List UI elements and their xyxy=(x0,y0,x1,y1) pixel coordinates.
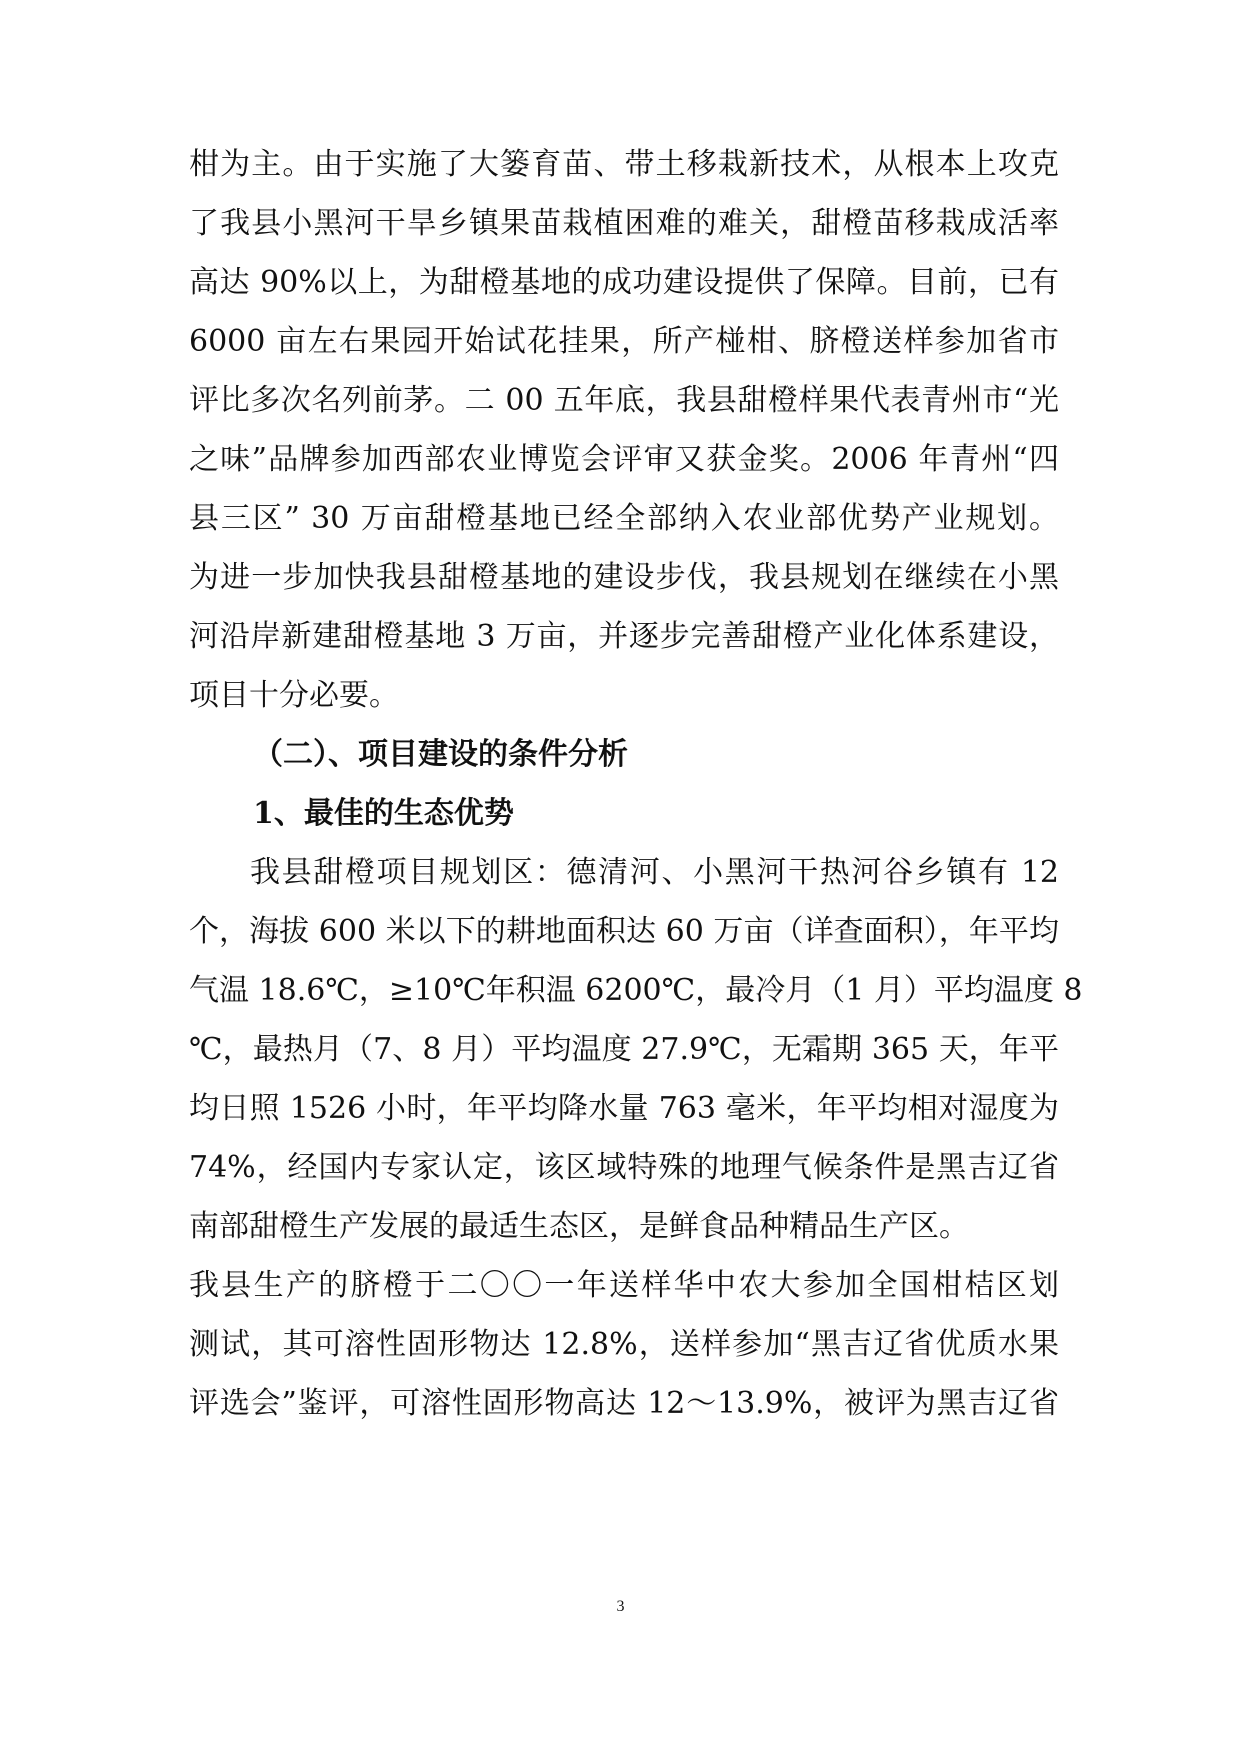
section-heading: （二）、项目建设的条件分析 xyxy=(253,737,628,772)
paragraph-line: 我县甜橙项目规划区：德清河、小黑河干热河谷乡镇有 12 xyxy=(250,855,1059,890)
paragraph-line: 个，海拔 600 米以下的耕地面积达 60 万亩（详查面积），年平均 xyxy=(189,914,1059,949)
paragraph-line: 6000 亩左右果园开始试花挂果，所产椪柑、脐橙送样参加省市 xyxy=(189,324,1059,359)
paragraph-line: 县三区” 30 万亩甜橙基地已经全部纳入农业部优势产业规划。 xyxy=(189,501,1059,536)
paragraph-line: 评选会”鉴评，可溶性固形物高达 12～13.9%，被评为黑吉辽省 xyxy=(189,1386,1059,1421)
paragraph-line: 河沿岸新建甜橙基地 3 万亩，并逐步完善甜橙产业化体系建设， xyxy=(189,619,1059,654)
paragraph-line: 测试，其可溶性固形物达 12.8%，送样参加“黑吉辽省优质水果 xyxy=(189,1327,1059,1362)
subsection-heading: 1、最佳的生态优势 xyxy=(253,796,514,831)
paragraph-line: 柑为主。由于实施了大篓育苗、带土移栽新技术，从根本上攻克 xyxy=(189,147,1059,182)
paragraph-line: 74%，经国内专家认定，该区域特殊的地理气候条件是黑吉辽省 xyxy=(189,1150,1059,1185)
paragraph-line: ℃，最热月（7、8 月）平均温度 27.9℃，无霜期 365 天，年平 xyxy=(189,1032,1059,1067)
paragraph-line: 项目十分必要。 xyxy=(189,678,399,713)
paragraph-line: 高达 90%以上，为甜橙基地的成功建设提供了保障。目前，已有 xyxy=(189,265,1059,300)
paragraph-line: 气温 18.6℃，≥10℃年积温 6200℃，最冷月（1 月）平均温度 8 xyxy=(189,973,1083,1008)
paragraph-line: 为进一步加快我县甜橙基地的建设步伐，我县规划在继续在小黑 xyxy=(189,560,1059,595)
page-number: 3 xyxy=(616,1598,625,1615)
paragraph-line: 我县生产的脐橙于二〇〇一年送样华中农大参加全国柑桔区划 xyxy=(189,1268,1059,1303)
paragraph-line: 均日照 1526 小时，年平均降水量 763 毫米，年平均相对湿度为 xyxy=(189,1091,1059,1126)
paragraph-line: 之味”品牌参加西部农业博览会评审又获金奖。2006 年青州“四 xyxy=(189,442,1059,477)
paragraph-line: 了我县小黑河干旱乡镇果苗栽植困难的难关，甜橙苗移栽成活率 xyxy=(189,206,1059,241)
paragraph-line: 评比多次名列前茅。二 00 五年底，我县甜橙样果代表青州市“光 xyxy=(189,383,1059,418)
paragraph-line: 南部甜橙生产发展的最适生态区，是鲜食品种精品生产区。 xyxy=(189,1209,969,1244)
